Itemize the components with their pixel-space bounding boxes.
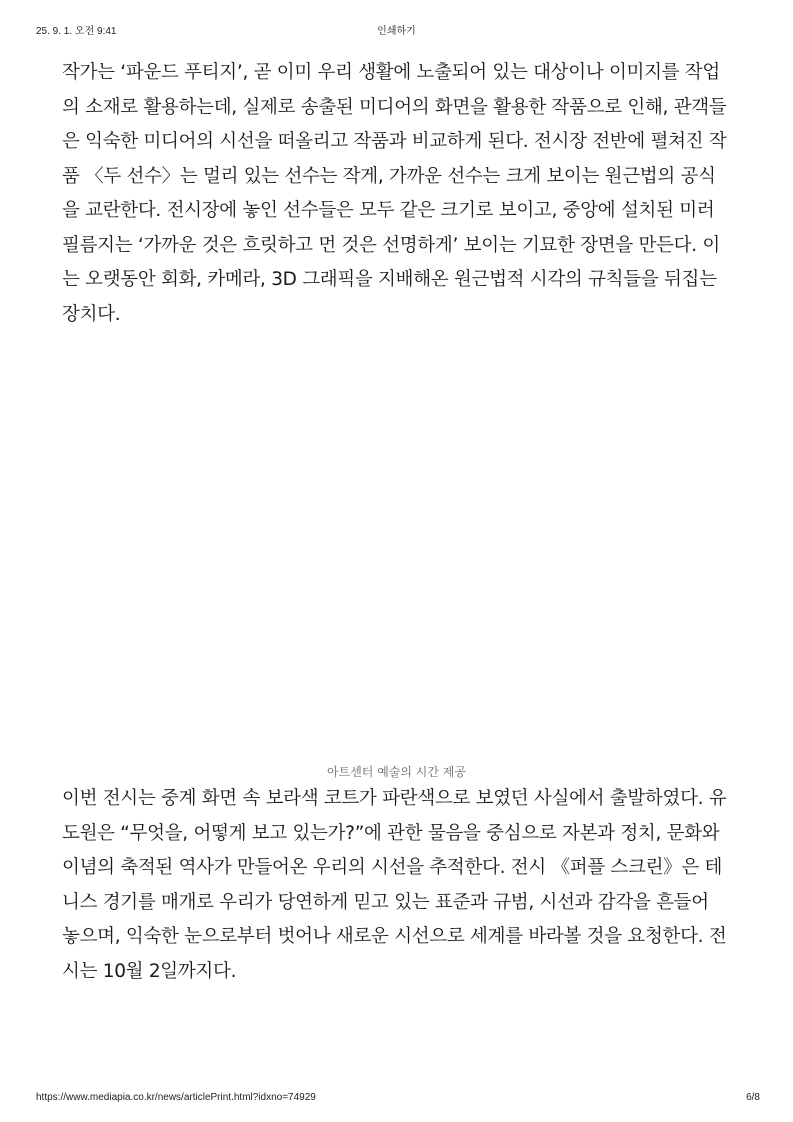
article-paragraph-2 bbox=[62, 782, 742, 989]
paragraph-line: 니스 경기를 매개로 우리가 당연하게 믿고 있는 표준과 규범, 시선과 감각을 흔들어 bbox=[62, 891, 709, 913]
paragraph-line: 필름지는 ‘가까운 것은 흐릿하고 먼 것은 선명하게’ 보이는 기묘한 장면을 만든다. 이 bbox=[62, 234, 720, 256]
paragraph-line: 놓으며, 익숙한 눈으로부터 벗어나 새로운 시선으로 세계를 바라볼 것을 요청한다. 전 bbox=[62, 926, 727, 947]
paragraph-line: 는 오랫동안 회화, 카메라, 3D 그래픽을 지배해온 원근법적 시각의 규칙들을 뒤집는 bbox=[62, 269, 717, 290]
article-image-placeholder bbox=[62, 345, 732, 745]
paragraph-line: 작가는 ‘파운드 푸티지’, 곧 이미 우리 생활에 노출되어 있는 대상이나 이미지를 작업 bbox=[62, 62, 720, 83]
paragraph-line: 이번 전시는 중계 화면 속 보라색 코트가 파란색으로 보였던 사실에서 출발하였다. 유 bbox=[62, 788, 727, 809]
article-url[interactable]: https://www.mediapia.co.kr/news/articlePrint.html?idxno=74929 bbox=[36, 1092, 316, 1103]
print-title: 인쇄하기 bbox=[377, 26, 416, 37]
print-datetime: 25. 9. 1. 오전 9:41 bbox=[36, 26, 117, 37]
page-number: 6/8 bbox=[746, 1092, 760, 1103]
paragraph-line: 은 익숙한 미디어의 시선을 떠올리고 작품과 비교하게 된다. 전시장 전반에 펼쳐진 작 bbox=[62, 131, 727, 152]
article-paragraph-1 bbox=[62, 56, 742, 332]
paragraph-line: 시는 10월 2일까지다. bbox=[62, 960, 237, 982]
paragraph-line: 이념의 축적된 역사가 만들어온 우리의 시선을 추적한다. 전시 《퍼플 스크린》은 테 bbox=[62, 857, 723, 878]
paragraph-line: 도원은 “무엇을, 어떻게 보고 있는가?”에 관한 물음을 중심으로 자본과 정치, 문화와 bbox=[62, 822, 720, 844]
paragraph-line: 을 교란한다. 전시장에 놓인 선수들은 모두 같은 크기로 보이고, 중앙에 설치된 미러 bbox=[62, 200, 715, 221]
image-caption: 아트센터 예술의 시간 제공 bbox=[327, 765, 466, 779]
paragraph-line: 장치다. bbox=[62, 303, 121, 325]
paragraph-line: 의 소재로 활용하는데, 실제로 송출된 미디어의 화면을 활용한 작품으로 인해, 관객들 bbox=[62, 96, 727, 118]
paragraph-line: 품 〈두 선수〉는 멀리 있는 선수는 작게, 가까운 선수는 크게 보이는 원근법의 공식 bbox=[62, 165, 716, 187]
